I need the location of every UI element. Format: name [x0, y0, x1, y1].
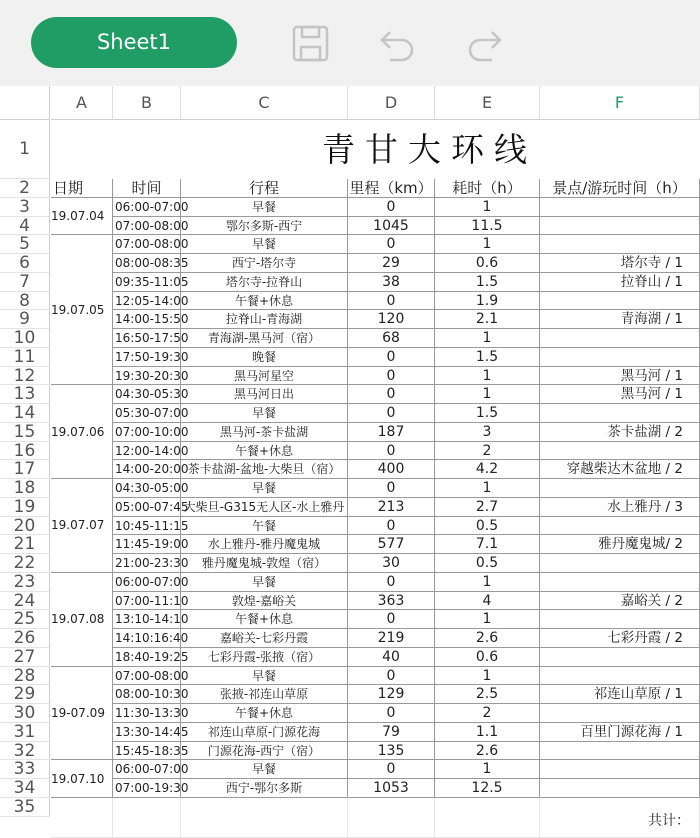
sheet-title: 青甘大环线 — [322, 130, 537, 169]
row-header[interactable]: 28 — [0, 667, 50, 686]
route-cell[interactable]: 黑马河星空 — [181, 367, 348, 386]
route-cell[interactable]: 茶卡盐湖-盆地-大柴旦（宿） — [181, 460, 348, 479]
route-cell[interactable]: 早餐 — [181, 573, 348, 592]
route-cell[interactable]: 早餐 — [181, 479, 348, 498]
route-cell[interactable]: 黑马河-茶卡盐湖 — [181, 423, 348, 442]
sight-cell[interactable] — [540, 329, 700, 348]
duration-cell[interactable]: 1 — [435, 329, 540, 348]
row-header[interactable]: 15 — [0, 423, 50, 442]
time-cell[interactable]: 21:00-23:30 — [113, 554, 181, 573]
distance-cell[interactable]: 40 — [348, 648, 435, 667]
sight-cell[interactable]: 茶卡盐湖 / 2 — [540, 423, 700, 442]
time-cell[interactable]: 07:00-08:00 — [113, 667, 181, 686]
distance-cell[interactable]: 30 — [348, 554, 435, 573]
row-header[interactable]: 9 — [0, 310, 50, 329]
time-cell[interactable]: 14:10:16:40 — [113, 629, 181, 648]
distance-cell[interactable]: 38 — [348, 273, 435, 292]
route-cell[interactable]: 早餐 — [181, 667, 348, 686]
sight-cell[interactable] — [540, 760, 700, 779]
empty-cell[interactable] — [348, 798, 435, 838]
duration-cell[interactable]: 1.5 — [435, 404, 540, 423]
sight-cell[interactable] — [540, 610, 700, 629]
route-cell[interactable]: 午餐+休息 — [181, 704, 348, 723]
row-header[interactable]: 2 — [0, 179, 50, 198]
duration-cell[interactable]: 1 — [435, 367, 540, 386]
time-cell[interactable]: 17:50-19:30 — [113, 348, 181, 367]
route-cell[interactable]: 青海湖-黑马河（宿） — [181, 329, 348, 348]
route-cell[interactable]: 张掖-祁连山草原 — [181, 685, 348, 704]
route-cell[interactable]: 早餐 — [181, 235, 348, 254]
time-cell[interactable]: 12:05-14:00 — [113, 292, 181, 311]
spreadsheet-grid[interactable] — [0, 86, 700, 833]
row-header[interactable]: 30 — [0, 704, 50, 723]
time-cell[interactable]: 12:00-14:00 — [113, 442, 181, 461]
distance-cell[interactable]: 0 — [348, 367, 435, 386]
row-header[interactable]: 23 — [0, 573, 50, 592]
duration-cell[interactable]: 12.5 — [435, 779, 540, 798]
duration-cell[interactable]: 1 — [435, 573, 540, 592]
duration-cell[interactable]: 4 — [435, 592, 540, 611]
row-header[interactable]: 16 — [0, 442, 50, 461]
time-cell[interactable]: 04:30-05:30 — [113, 385, 181, 404]
duration-cell[interactable]: 2.5 — [435, 685, 540, 704]
row-header[interactable]: 7 — [0, 273, 50, 292]
route-cell[interactable]: 敦煌-嘉峪关 — [181, 592, 348, 611]
sight-cell[interactable] — [540, 742, 700, 761]
date-cell[interactable]: 19.07.10 — [51, 760, 113, 798]
duration-cell[interactable]: 1.5 — [435, 348, 540, 367]
row-header[interactable]: 33 — [0, 760, 50, 779]
duration-cell[interactable]: 1 — [435, 667, 540, 686]
sight-cell[interactable] — [540, 479, 700, 498]
row-header[interactable]: 27 — [0, 648, 50, 667]
time-cell[interactable]: 07:00-19:30 — [113, 779, 181, 798]
total-label: 共计： — [648, 813, 690, 829]
distance-cell[interactable]: 400 — [348, 460, 435, 479]
sight-cell[interactable] — [540, 648, 700, 667]
date-cell[interactable]: 19.07.07 — [51, 479, 113, 573]
undo-icon[interactable] — [376, 22, 420, 66]
time-cell[interactable]: 04:30-05:00 — [113, 479, 181, 498]
time-cell[interactable]: 18:40-19:25 — [113, 648, 181, 667]
route-cell[interactable]: 早餐 — [181, 198, 348, 217]
row-header[interactable]: 31 — [0, 723, 50, 742]
sight-cell[interactable] — [540, 517, 700, 536]
distance-cell[interactable]: 219 — [348, 629, 435, 648]
sight-cell[interactable] — [540, 292, 700, 311]
redo-icon[interactable] — [462, 22, 506, 66]
sight-cell[interactable]: 嘉峪关 / 2 — [540, 592, 700, 611]
row-header[interactable]: 26 — [0, 629, 50, 648]
sight-cell[interactable] — [540, 554, 700, 573]
date-cell[interactable]: 19.07.06 — [51, 385, 113, 479]
date-cell[interactable]: 19-07.09 — [51, 667, 113, 761]
duration-cell[interactable]: 1 — [435, 610, 540, 629]
duration-cell[interactable]: 2 — [435, 442, 540, 461]
column-header-e[interactable]: E — [435, 86, 540, 120]
route-cell[interactable]: 午餐 — [181, 517, 348, 536]
header-sights[interactable]: 景点/游玩时间（h） — [540, 179, 700, 198]
duration-cell[interactable]: 4.2 — [435, 460, 540, 479]
row-header[interactable]: 4 — [0, 217, 50, 236]
sight-cell[interactable]: 水上雅丹 / 3 — [540, 498, 700, 517]
row-header[interactable]: 24 — [0, 592, 50, 611]
time-cell[interactable]: 07:00-08:00 — [113, 217, 181, 236]
route-cell[interactable]: 黑马河日出 — [181, 385, 348, 404]
distance-cell[interactable]: 187 — [348, 423, 435, 442]
time-cell[interactable]: 15:45-18:35 — [113, 742, 181, 761]
duration-cell[interactable]: 1 — [435, 198, 540, 217]
time-cell[interactable]: 16:50-17:50 — [113, 329, 181, 348]
sheet-tab-button[interactable]: Sheet1 — [31, 17, 237, 68]
row-header[interactable]: 29 — [0, 685, 50, 704]
time-cell[interactable]: 06:00-07:00 — [113, 573, 181, 592]
route-cell[interactable]: 西宁-塔尔寺 — [181, 254, 348, 273]
time-cell[interactable]: 06:00-07:00 — [113, 760, 181, 779]
sight-cell[interactable]: 祁连山草原 / 1 — [540, 685, 700, 704]
route-cell[interactable]: 水上雅丹-雅丹魔鬼城 — [181, 535, 348, 554]
sight-cell[interactable] — [540, 348, 700, 367]
column-header-f[interactable]: F — [540, 86, 700, 120]
duration-cell[interactable]: 0.6 — [435, 254, 540, 273]
distance-cell[interactable]: 0 — [348, 760, 435, 779]
duration-cell[interactable]: 2.7 — [435, 498, 540, 517]
distance-cell[interactable]: 120 — [348, 310, 435, 329]
time-cell[interactable]: 08:00-08:35 — [113, 254, 181, 273]
toolbar — [0, 0, 700, 86]
route-cell[interactable]: 祁连山草原-门源花海 — [181, 723, 348, 742]
duration-cell[interactable]: 0.5 — [435, 554, 540, 573]
distance-cell[interactable]: 0 — [348, 479, 435, 498]
time-cell[interactable]: 10:45-11:15 — [113, 517, 181, 536]
distance-cell[interactable]: 0 — [348, 442, 435, 461]
duration-cell[interactable]: 1 — [435, 385, 540, 404]
empty-cell[interactable] — [51, 798, 113, 838]
date-cell[interactable]: 19.07.05 — [51, 235, 113, 385]
header-distance[interactable]: 里程（km） — [348, 179, 435, 198]
empty-cell[interactable] — [181, 798, 348, 838]
distance-cell[interactable]: 0 — [348, 198, 435, 217]
column-header-a[interactable]: A — [51, 86, 113, 120]
empty-cell[interactable] — [113, 798, 181, 838]
header-route[interactable]: 行程 — [181, 179, 348, 198]
time-cell[interactable]: 11:30-13:30 — [113, 704, 181, 723]
time-cell[interactable]: 05:30-07:00 — [113, 404, 181, 423]
sight-cell[interactable] — [540, 404, 700, 423]
header-date[interactable]: 日期 — [51, 179, 113, 198]
distance-cell[interactable]: 213 — [348, 498, 435, 517]
route-cell[interactable]: 雅丹魔鬼城-敦煌（宿） — [181, 554, 348, 573]
duration-cell[interactable]: 2.6 — [435, 629, 540, 648]
column-header-d[interactable]: D — [348, 86, 435, 120]
row-header[interactable]: 20 — [0, 517, 50, 536]
save-icon[interactable] — [289, 22, 333, 66]
row-header[interactable]: 13 — [0, 385, 50, 404]
route-cell[interactable]: 午餐+休息 — [181, 442, 348, 461]
header-duration[interactable]: 耗时（h） — [435, 179, 540, 198]
duration-cell[interactable]: 1.1 — [435, 723, 540, 742]
sight-cell[interactable] — [540, 442, 700, 461]
sight-cell[interactable]: 青海湖 / 1 — [540, 310, 700, 329]
distance-cell[interactable]: 135 — [348, 742, 435, 761]
duration-cell[interactable]: 1 — [435, 760, 540, 779]
distance-cell[interactable]: 29 — [348, 254, 435, 273]
distance-cell[interactable]: 0 — [348, 348, 435, 367]
distance-cell[interactable]: 68 — [348, 329, 435, 348]
row-header[interactable]: 17 — [0, 460, 50, 479]
route-cell[interactable]: 午餐+休息 — [181, 292, 348, 311]
route-cell[interactable]: 早餐 — [181, 404, 348, 423]
row-header[interactable]: 1 — [0, 120, 50, 179]
time-cell[interactable]: 14:00-15:50 — [113, 310, 181, 329]
row-header[interactable]: 6 — [0, 254, 50, 273]
duration-cell[interactable]: 3 — [435, 423, 540, 442]
distance-cell[interactable]: 363 — [348, 592, 435, 611]
route-cell[interactable]: 嘉峪关-七彩丹霞 — [181, 629, 348, 648]
distance-cell[interactable]: 0 — [348, 517, 435, 536]
sight-cell[interactable] — [540, 667, 700, 686]
sight-cell[interactable] — [540, 704, 700, 723]
distance-cell[interactable]: 79 — [348, 723, 435, 742]
time-cell[interactable]: 11:45-19:00 — [113, 535, 181, 554]
sight-cell[interactable]: 黑马河 / 1 — [540, 367, 700, 386]
column-header-c[interactable]: C — [181, 86, 348, 120]
time-cell[interactable]: 06:00-07:00 — [113, 198, 181, 217]
distance-cell[interactable]: 0 — [348, 235, 435, 254]
time-cell[interactable]: 05:00-07:45 — [113, 498, 181, 517]
route-cell[interactable]: 大柴旦-G315无人区-水上雅丹 — [181, 498, 348, 517]
sight-cell[interactable]: 七彩丹霞 / 2 — [540, 629, 700, 648]
duration-cell[interactable]: 1.5 — [435, 273, 540, 292]
route-cell[interactable]: 午餐+休息 — [181, 610, 348, 629]
distance-cell[interactable]: 0 — [348, 667, 435, 686]
row-header[interactable]: 3 — [0, 198, 50, 217]
distance-cell[interactable]: 0 — [348, 573, 435, 592]
distance-cell[interactable]: 0 — [348, 292, 435, 311]
sight-cell[interactable] — [540, 779, 700, 798]
sight-cell[interactable]: 雅丹魔鬼城/ 2 — [540, 535, 700, 554]
sight-cell[interactable]: 百里门源花海 / 1 — [540, 723, 700, 742]
sight-cell[interactable] — [540, 198, 700, 217]
select-all-corner[interactable] — [0, 86, 50, 120]
route-cell[interactable]: 早餐 — [181, 760, 348, 779]
row-header[interactable]: 11 — [0, 348, 50, 367]
date-cell[interactable]: 19.07.08 — [51, 573, 113, 667]
duration-cell[interactable]: 11.5 — [435, 217, 540, 236]
row-header[interactable]: 32 — [0, 742, 50, 761]
duration-cell[interactable]: 0.6 — [435, 648, 540, 667]
route-cell[interactable]: 鄂尔多斯-西宁 — [181, 217, 348, 236]
duration-cell[interactable]: 1 — [435, 479, 540, 498]
duration-cell[interactable]: 2.6 — [435, 742, 540, 761]
route-cell[interactable]: 门源花海-西宁（宿） — [181, 742, 348, 761]
row-header[interactable]: 12 — [0, 367, 50, 386]
route-cell[interactable]: 七彩丹霞-张掖（宿） — [181, 648, 348, 667]
time-cell[interactable]: 14:00-20:00 — [113, 460, 181, 479]
sight-cell[interactable] — [540, 573, 700, 592]
route-cell[interactable]: 晚餐 — [181, 348, 348, 367]
row-header[interactable]: 21 — [0, 535, 50, 554]
sight-cell[interactable] — [540, 235, 700, 254]
sight-cell[interactable]: 穿越柴达木盆地 / 2 — [540, 460, 700, 479]
row-header[interactable]: 22 — [0, 554, 50, 573]
time-cell[interactable]: 08:00-10:30 — [113, 685, 181, 704]
row-header[interactable]: 35 — [0, 798, 50, 817]
header-time[interactable]: 时间 — [113, 179, 181, 198]
distance-cell[interactable]: 0 — [348, 404, 435, 423]
row-header[interactable]: 10 — [0, 329, 50, 348]
time-cell[interactable]: 07:00-08:00 — [113, 235, 181, 254]
distance-cell[interactable]: 1045 — [348, 217, 435, 236]
sight-cell[interactable]: 黑马河 / 1 — [540, 385, 700, 404]
time-cell[interactable]: 13:10-14:10 — [113, 610, 181, 629]
row-header[interactable]: 18 — [0, 479, 50, 498]
duration-cell[interactable]: 1 — [435, 235, 540, 254]
distance-cell[interactable]: 0 — [348, 385, 435, 404]
duration-cell[interactable]: 2 — [435, 704, 540, 723]
row-header[interactable]: 34 — [0, 779, 50, 798]
duration-cell[interactable]: 1.9 — [435, 292, 540, 311]
time-cell[interactable]: 07:00-11:10 — [113, 592, 181, 611]
distance-cell[interactable]: 0 — [348, 704, 435, 723]
sight-cell[interactable]: 拉脊山 / 1 — [540, 273, 700, 292]
route-cell[interactable]: 拉脊山-青海湖 — [181, 310, 348, 329]
row-header[interactable]: 5 — [0, 235, 50, 254]
sight-cell[interactable] — [540, 217, 700, 236]
duration-cell[interactable]: 2.1 — [435, 310, 540, 329]
row-header[interactable]: 25 — [0, 610, 50, 629]
row-header[interactable]: 19 — [0, 498, 50, 517]
distance-cell[interactable]: 129 — [348, 685, 435, 704]
row-header[interactable]: 14 — [0, 404, 50, 423]
time-cell[interactable]: 13:30-14:45 — [113, 723, 181, 742]
sight-cell[interactable]: 塔尔寺 / 1 — [540, 254, 700, 273]
duration-cell[interactable]: 7.1 — [435, 535, 540, 554]
distance-cell[interactable]: 1053 — [348, 779, 435, 798]
date-cell[interactable]: 19.07.04 — [51, 198, 113, 236]
time-cell[interactable]: 19:30-20:30 — [113, 367, 181, 386]
route-cell[interactable]: 塔尔寺-拉脊山 — [181, 273, 348, 292]
route-cell[interactable]: 西宁-鄂尔多斯 — [181, 779, 348, 798]
distance-cell[interactable]: 577 — [348, 535, 435, 554]
column-header-b[interactable]: B — [113, 86, 181, 120]
row-header[interactable]: 8 — [0, 292, 50, 311]
time-cell[interactable]: 09:35-11:05 — [113, 273, 181, 292]
duration-cell[interactable]: 0.5 — [435, 517, 540, 536]
distance-cell[interactable]: 0 — [348, 610, 435, 629]
time-cell[interactable]: 07:00-10:00 — [113, 423, 181, 442]
empty-cell[interactable] — [435, 798, 540, 838]
